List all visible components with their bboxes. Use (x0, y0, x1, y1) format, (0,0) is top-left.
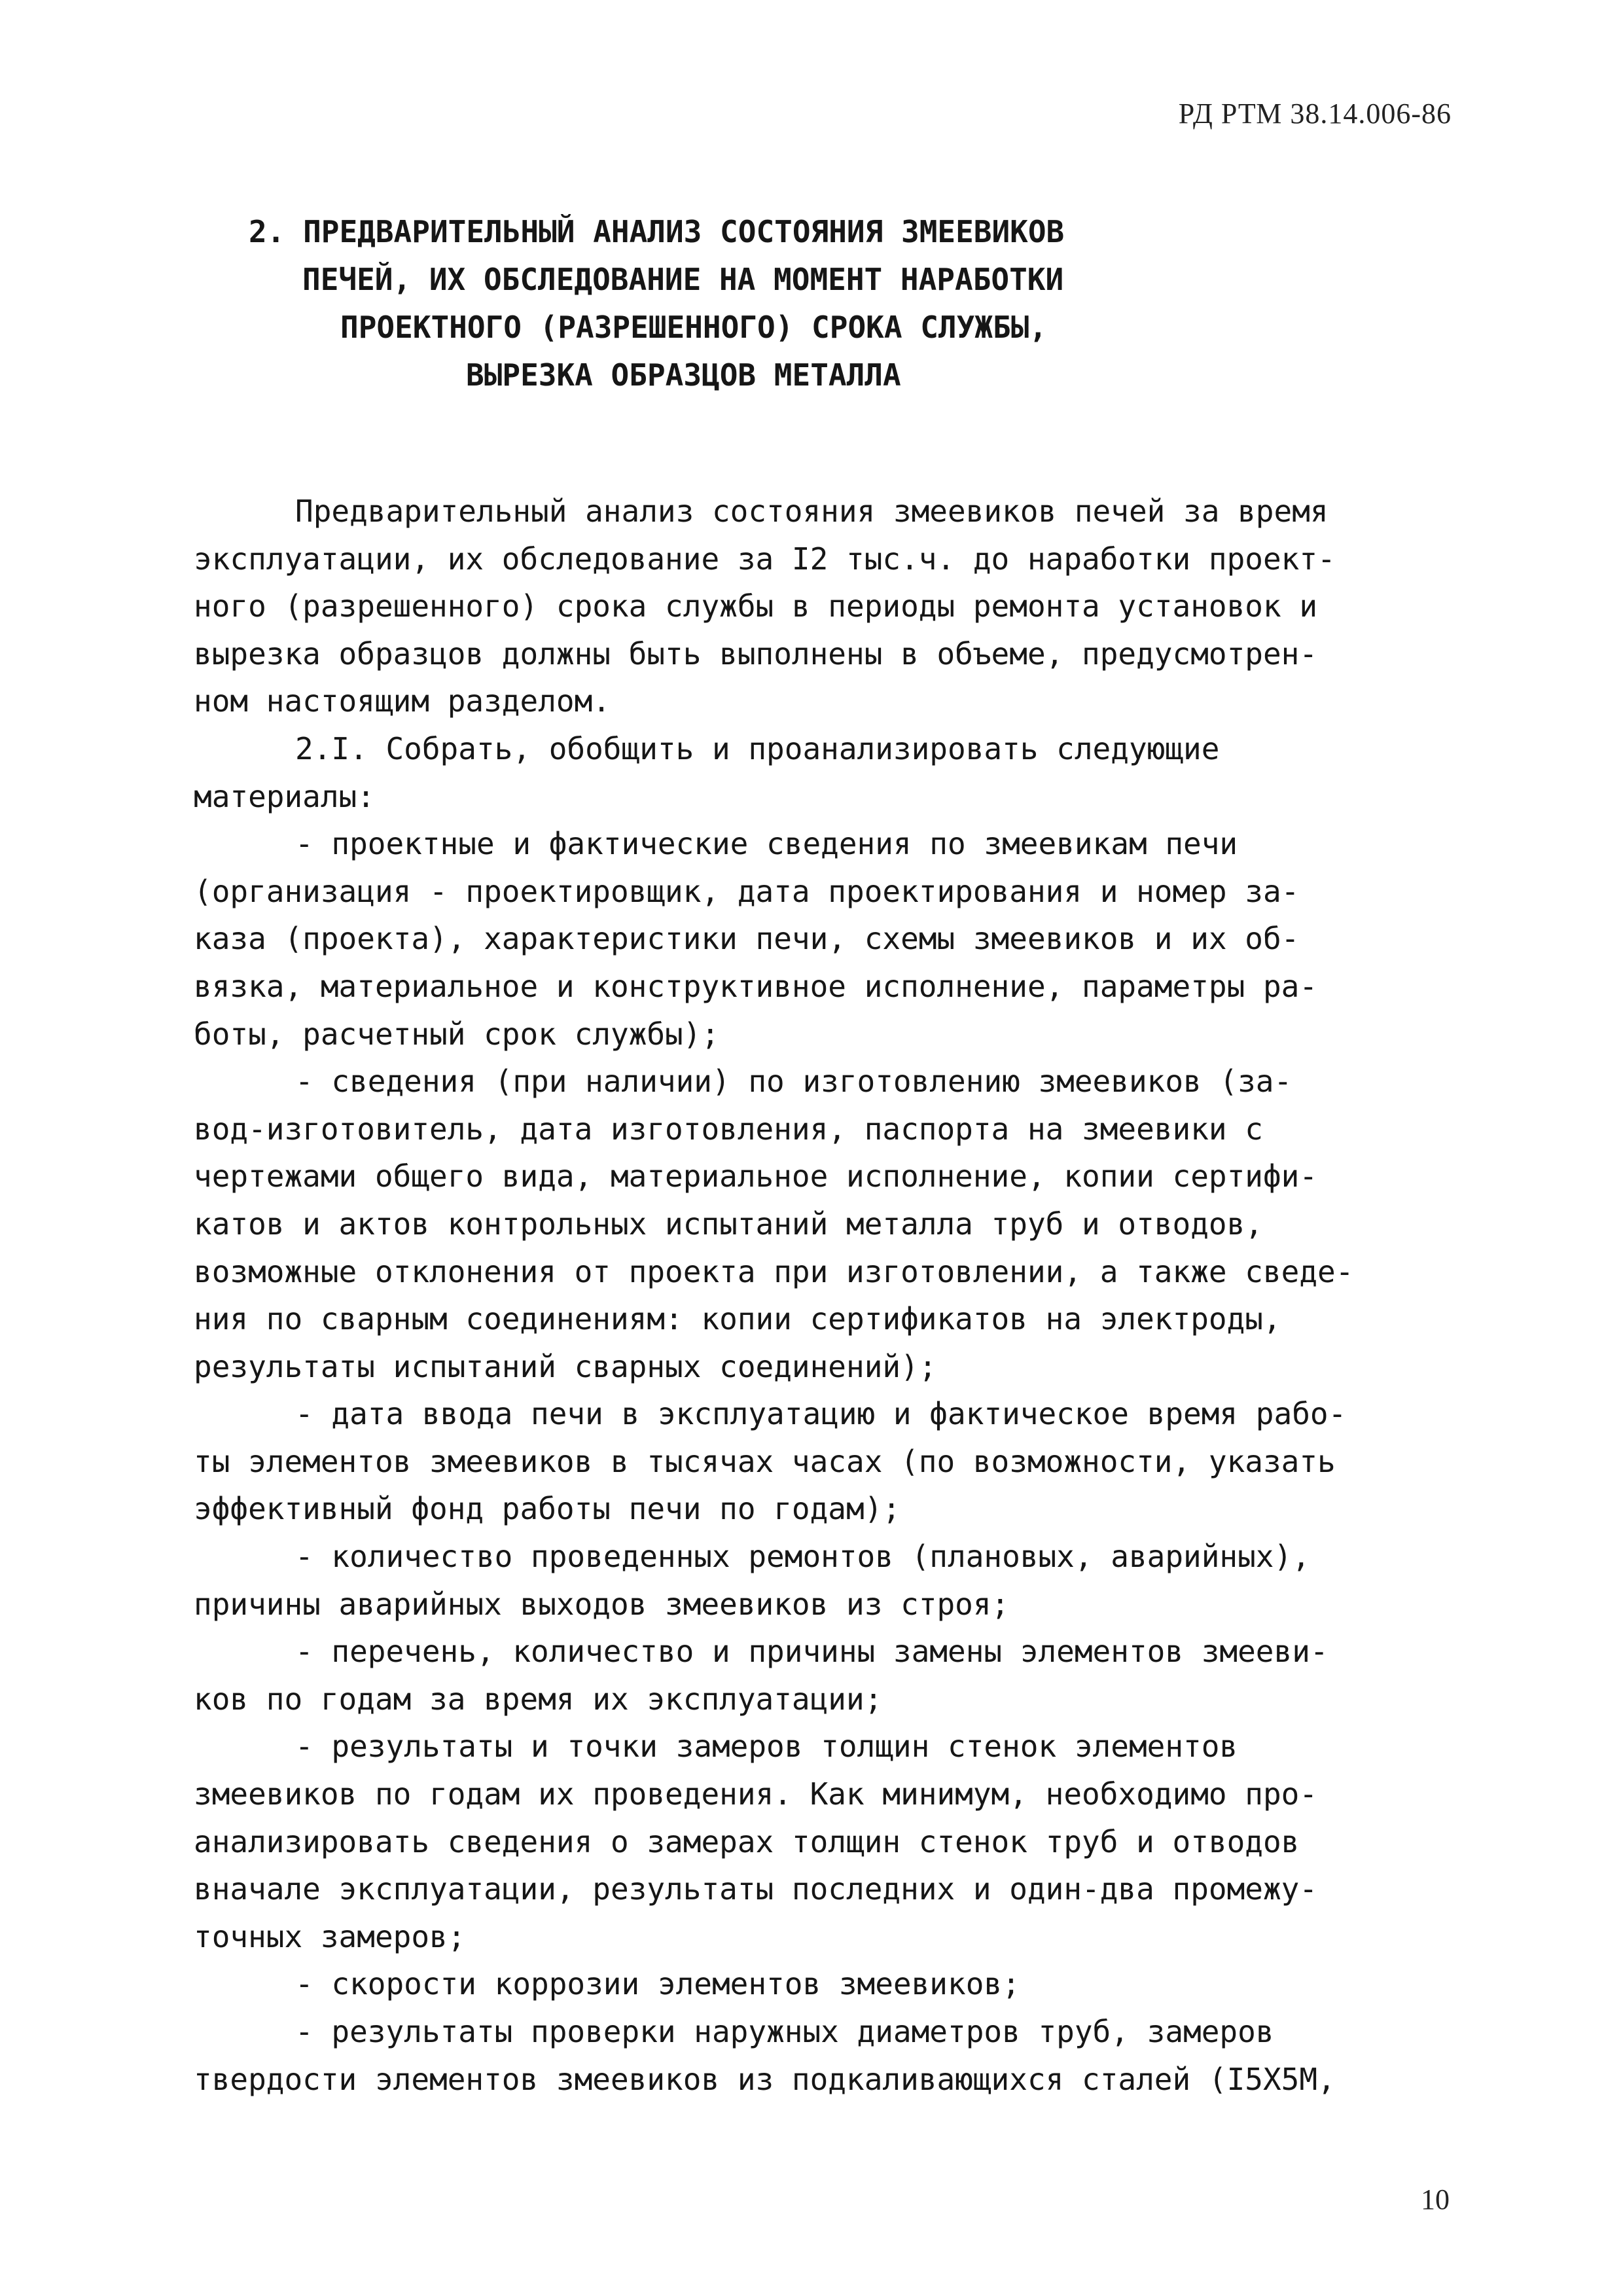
text-line: каза (проекта), характеристики печи, схемы змеевиков и их об- (194, 921, 1300, 957)
text-line: (организация - проектировщик, дата проектирования и номер за- (194, 873, 1300, 909)
text-line: вязка, материальное и конструктивное исполнение, параметры ра- (194, 968, 1318, 1004)
text-line: 2.I. Собрать, обобщить и проанализировать следующие (295, 730, 1220, 766)
text-line: Предварительный анализ состояния змеевиков печей за время (295, 493, 1329, 529)
text-line: точных замеров; (194, 1918, 466, 1954)
text-line: - результаты проверки наружных диаметров труб, замеров (295, 2014, 1274, 2049)
heading-line: ПЕЧЕЙ, ИХ ОБСЛЕДОВАНИЕ НА МОМЕНТ НАРАБОТКИ (302, 262, 1064, 297)
text-line: ния по сварным соединениям: копии сертификатов на электроды, (194, 1301, 1281, 1337)
text-line: ного (разрешенного) срока службы в периоды ремонта установок и (194, 588, 1318, 624)
text-line: вначале эксплуатации, результаты последних и один-два промежу- (194, 1871, 1318, 1907)
text-line: возможные отклонения от проекта при изготовлении, а также сведе- (194, 1253, 1354, 1289)
section-heading (249, 208, 1152, 399)
heading-line: ПРОЕКТНОГО (РАЗРЕШЕННОГО) СРОКА СЛУЖБЫ, (340, 310, 1048, 345)
text-line: анализировать сведения о замерах толщин стенок труб и отводов (194, 1823, 1300, 1859)
text-line: - дата ввода печи в эксплуатацию и фактическое время рабо- (295, 1396, 1347, 1432)
text-line: - проектные и фактические сведения по змеевикам печи (295, 826, 1238, 862)
text-line: - результаты и точки замеров толщин стенок элементов (295, 1729, 1238, 1765)
text-line: причины аварийных выходов змеевиков из строя; (194, 1586, 1010, 1622)
text-line: эффективный фонд работы печи по годам); (194, 1491, 901, 1527)
page-number: 10 (1421, 2183, 1450, 2215)
text-line: - количество проведенных ремонтов (плановых, аварийных), (295, 1539, 1310, 1575)
text-line: вырезка образцов должны быть выполнены в объеме, предусмотрен- (194, 636, 1318, 672)
body-text (194, 488, 1437, 2103)
text-line: - сведения (при наличии) по изготовлению змеевиков (за- (295, 1064, 1293, 1100)
text-line: материалы: (194, 778, 375, 814)
heading-line: 2. ПРЕДВАРИТЕЛЬНЫЙ АНАЛИЗ СОСТОЯНИЯ ЗМЕЕВИКОВ (249, 214, 1065, 249)
text-line: ты элементов змеевиков в тысячах часах (по возможности, указать (194, 1443, 1336, 1479)
text-line: змеевиков по годам их проведения. Как минимум, необходимо про- (194, 1776, 1318, 1812)
text-line: боты, расчетный срок службы); (194, 1016, 720, 1052)
document-code: РД РТМ 38.14.006-86 (1178, 98, 1452, 130)
text-line: катов и актов контрольных испытаний металла труб и отводов, (194, 1206, 1263, 1242)
text-line: - перечень, количество и причины замены элементов змееви- (295, 1634, 1329, 1670)
text-line: твердости элементов змеевиков из подкаливающихся сталей (I5X5M, (194, 2061, 1336, 2097)
text-line: результаты испытаний сварных соединений); (194, 1348, 937, 1384)
heading-line: ВЫРЕЗКА ОБРАЗЦОВ МЕТАЛЛА (466, 357, 901, 393)
text-line: вод-изготовитель, дата изготовления, паспорта на змеевики с (194, 1111, 1263, 1147)
text-line: ков по годам за время их эксплуатации; (194, 1681, 883, 1717)
text-line: ном настоящим разделом. (194, 683, 611, 719)
text-line: - скорости коррозии элементов змеевиков; (295, 1966, 1020, 2002)
text-line: эксплуатации, их обследование за I2 тыс.ч. до наработки проект- (194, 541, 1336, 577)
text-line: чертежами общего вида, материальное исполнение, копии сертифи- (194, 1158, 1318, 1194)
